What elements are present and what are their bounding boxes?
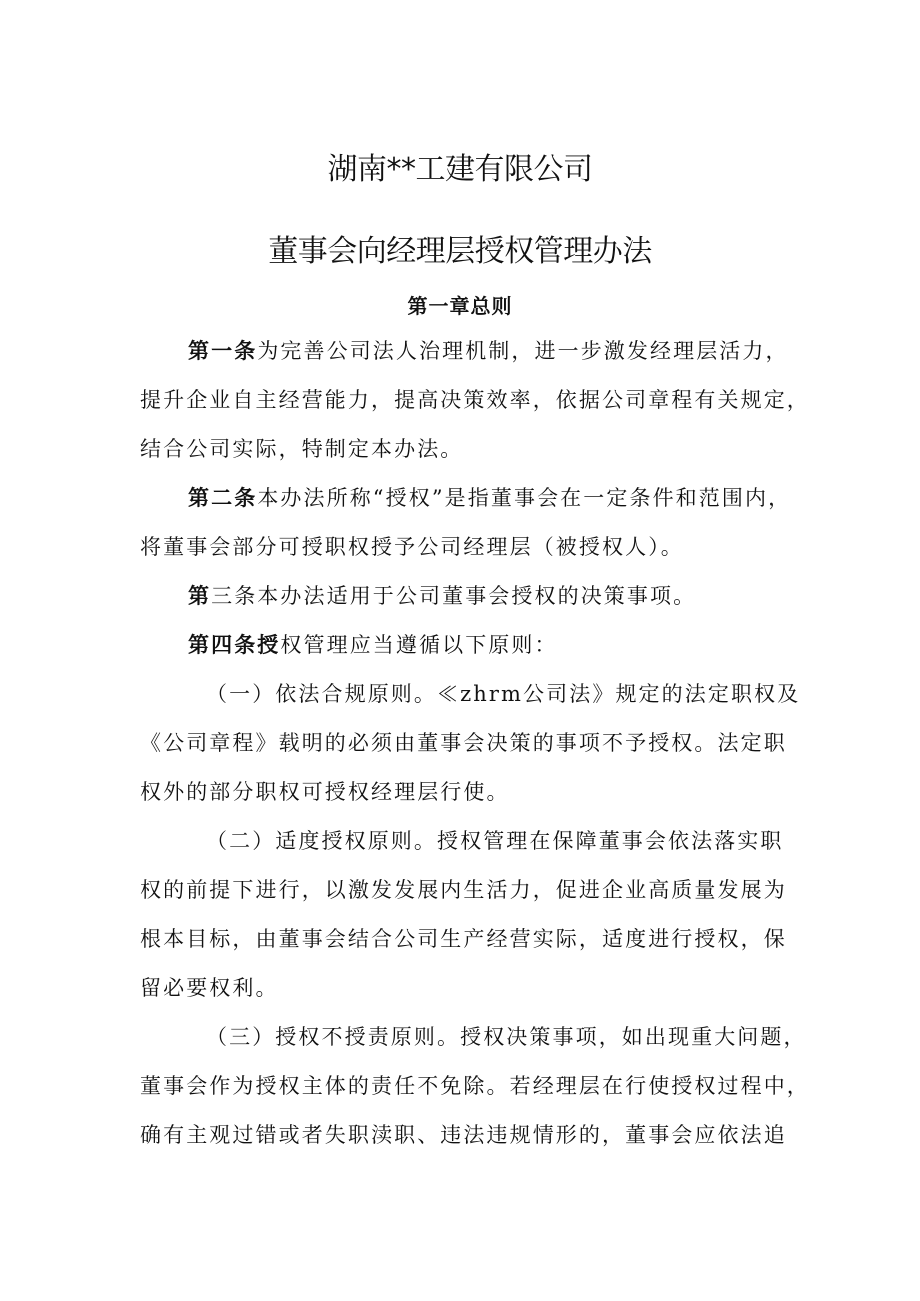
line-text: 董事会作为授权主体的责任不免除。若经理层在行使授权过程中， <box>140 1074 810 1098</box>
document-title-company: 湖南**工建有限公司 <box>327 152 593 187</box>
line-text: 本办法所称“授权”是指董事会在一定条件和范围内， <box>257 486 792 510</box>
paragraph-line <box>140 925 787 953</box>
line-text: 权的前提下进行，以激发发展内生活力，促进企业高质量发展为 <box>140 878 787 902</box>
article-label: 第 <box>188 584 212 608</box>
paragraph-line <box>140 1072 810 1100</box>
line-text: （二）适度授权原则。授权管理在保障董事会依法落实职 <box>206 829 784 853</box>
line-text: 权管理应当遵循以下原则： <box>280 633 558 657</box>
article-label: 第四条授 <box>188 633 281 657</box>
paragraph-line <box>188 337 789 365</box>
article-label: 第二条 <box>188 486 258 510</box>
paragraph-line <box>140 729 787 757</box>
paragraph-line <box>140 435 463 463</box>
line-text: （三）授权不授责原则。授权决策事项，如出现重大问题， <box>206 1025 807 1049</box>
line-text: 留必要权利。 <box>140 976 279 1000</box>
line-text: 为完善公司法人治理机制，进一步激发经理层活力， <box>257 339 789 363</box>
paragraph-line <box>206 827 784 855</box>
paragraph-line <box>140 533 684 561</box>
paragraph-line <box>140 1121 787 1149</box>
line-text: 三条本办法适用于公司董事会授权的决策事项。 <box>211 584 697 608</box>
line-text: 《公司章程》载明的必须由董事会决策的事项不予授权。法定职 <box>140 731 787 755</box>
article-label: 第一条 <box>188 339 258 363</box>
paragraph-line <box>140 386 810 414</box>
line-text: 确有主观过错或者失职渎职、违法违规情形的，董事会应依法追 <box>140 1123 787 1147</box>
paragraph-line <box>140 974 279 1002</box>
paragraph-line <box>140 876 787 904</box>
line-text: （一）依法合规原则。≪zhrm公司法》规定的法定职权及 <box>206 682 801 706</box>
line-text: 提升企业自主经营能力，提高决策效率，依据公司章程有关规定， <box>140 388 810 412</box>
line-text: 结合公司实际，特制定本办法。 <box>140 437 464 461</box>
paragraph-line <box>140 778 510 806</box>
chapter-heading: 第一章总则 <box>407 294 513 318</box>
paragraph-line <box>188 582 696 610</box>
paragraph-line <box>206 680 800 708</box>
line-text: 将董事会部分可授职权授予公司经理层（被授权人）。 <box>140 535 684 559</box>
paragraph-line <box>188 484 791 512</box>
paragraph-line <box>188 631 558 659</box>
paragraph-line <box>206 1023 807 1051</box>
line-text: 权外的部分职权可授权经理层行使。 <box>140 780 510 804</box>
line-text: 根本目标，由董事会结合公司生产经营实际，适度进行授权，保 <box>140 927 787 951</box>
document-title-measures: 董事会向经理层授权管理办法 <box>268 234 652 269</box>
